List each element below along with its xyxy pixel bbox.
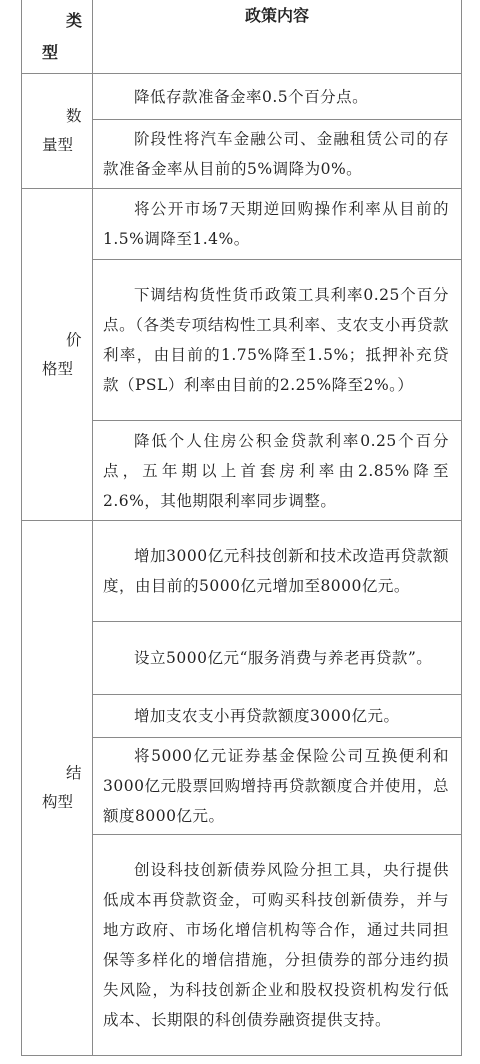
policy-item: 将5000亿元证券基金保险公司互换便利和3000亿元股票回购增持再贷款额度合并使用，总额度8000亿元。 xyxy=(93,738,462,835)
policy-table xyxy=(21,0,462,1056)
policy-item: 将公开市场7天期逆回购操作利率从目前的1.5%调降至1.4%。 xyxy=(93,189,462,260)
type-label-line-2: 格型 xyxy=(42,359,74,378)
table-header-row xyxy=(22,0,462,74)
type-label-line-2: 量型 xyxy=(42,136,74,154)
policy-item: 降低存款准备金率0.5个百分点。 xyxy=(93,74,462,120)
policy-item: 降低个人住房公积金贷款利率0.25个百分点，五年期以上首套房利率由2.85%降至2.6%，其他期限利率同步调整。 xyxy=(93,421,462,521)
type-header-line-1: 类 xyxy=(66,11,83,30)
policy-item: 设立5000亿元“服务消费与养老再贷款”。 xyxy=(93,622,462,695)
type-label-line-1: 结 xyxy=(66,764,82,782)
policy-item: 创设科技创新债券风险分担工具，央行提供低成本再贷款资金，可购买科技创新债券，并与地方政府、市场化增信机构等合作，通过共同担保等多样化的增信措施，分担债券的部分违约损失风险，为科技创新企业和股权投资机构发行低成本、长期限的科创债券融资提供支持。 xyxy=(93,835,462,1056)
type-label-line-1: 数 xyxy=(66,107,82,125)
table-row xyxy=(22,74,462,120)
table-row xyxy=(22,521,462,622)
policy-item: 增加3000亿元科技创新和技术改造再贷款额度，由目前的5000亿元增加至8000亿元。 xyxy=(93,521,462,622)
type-column-header xyxy=(22,0,93,74)
content-column-header: 政策内容 xyxy=(93,0,462,74)
type-header-line-2: 型 xyxy=(42,43,59,62)
type-label-line-1: 价 xyxy=(66,330,82,349)
table-row xyxy=(22,189,462,260)
policy-item: 增加支农支小再贷款额度3000亿元。 xyxy=(93,695,462,738)
type-cell-structure xyxy=(22,521,93,1056)
type-cell-price xyxy=(22,189,93,521)
policy-item: 阶段性将汽车金融公司、金融租赁公司的存款准备金率从目前的5%调降为0%。 xyxy=(93,120,462,189)
type-cell-quantity xyxy=(22,74,93,189)
policy-item: 下调结构货性货币政策工具利率0.25个百分点。（各类专项结构性工具利率、支农支小再贷款利率，由目前的1.75%降至1.5%；抵押补充贷款（PSL）利率由目前的2.25%降至2%。） xyxy=(93,260,462,421)
type-label-line-2: 构型 xyxy=(42,793,74,811)
